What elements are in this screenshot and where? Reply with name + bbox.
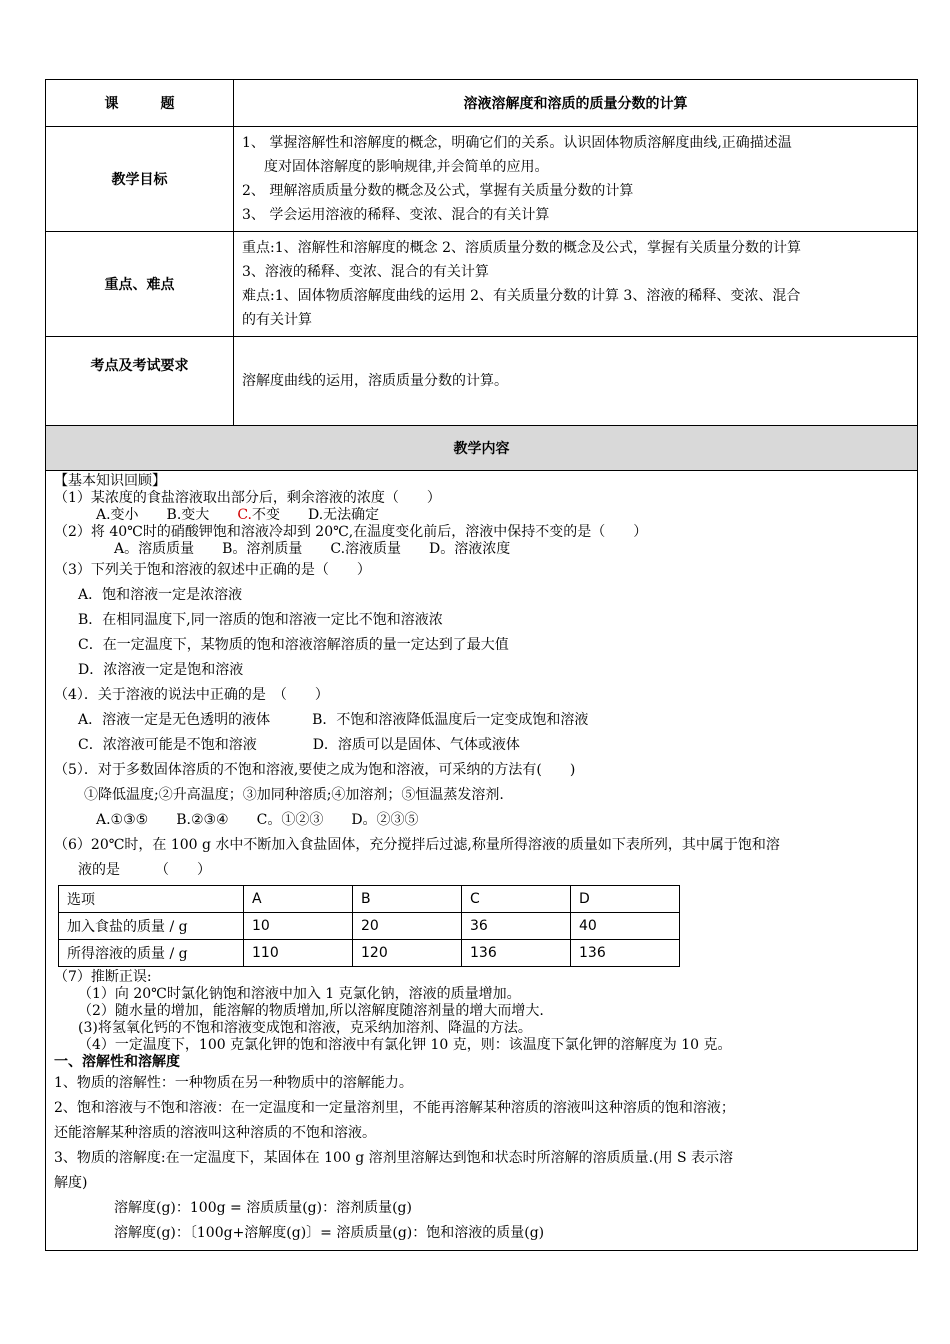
content-header: 教学内容 [46, 426, 918, 471]
keypoint-line: 的有关计算 [242, 312, 312, 328]
table-header-cell: 选项 [59, 886, 244, 913]
table-header-cell: D [571, 886, 680, 913]
question-7-item-1: （1）向 20℃时氯化钠饱和溶液中加入 1 克氯化钠，溶液的质量增加。 [78, 986, 521, 1002]
question-3-option-a: A．饱和溶液一定是浓溶液 [78, 587, 243, 603]
question-2-options: A。溶质质量 B。溶剂质量 C.溶液质量 D。溶液浓度 [114, 541, 511, 557]
objectives-label: 教学目标 [46, 127, 234, 232]
objective-line: 2、 理解溶质质量分数的概念及公式，掌握有关质量分数的计算 [242, 183, 634, 199]
table-cell: 136 [462, 940, 571, 967]
section-1-point-1: 1、物质的溶解性：一种物质在另一种物质中的溶解能力。 [54, 1075, 413, 1091]
section-1-point-2-line-1: 2、饱和溶液与不饱和溶液：在一定温度和一定量溶剂里，不能再溶解某种溶质的溶液叫这种溶质的饱和溶液； [54, 1100, 735, 1116]
table-row [59, 940, 680, 967]
section-1-heading: 一、溶解性和溶解度 [54, 1054, 180, 1070]
question-3-option-d: D．浓溶液一定是饱和溶液 [78, 662, 244, 678]
table-cell: 40 [571, 913, 680, 940]
table-header-cell: A [244, 886, 353, 913]
question-7-item-3: (3)将氢氧化钙的不饱和溶液变成饱和溶液，克采纳加溶剂、降温的方法。 [78, 1020, 532, 1036]
question-5-items: ①降低温度;②升高温度；③加同种溶质;④加溶剂；⑤恒温蒸发溶剂. [84, 787, 504, 803]
section-1-point-2-line-2: 还能溶解某种溶质的溶液叫这种溶质的不饱和溶液。 [54, 1125, 376, 1141]
table-cell: 10 [244, 913, 353, 940]
objective-line: 度对固体溶解度的影响规律,并会简单的应用。 [264, 159, 549, 175]
keypoint-line: 重点:1、溶解性和溶解度的概念 2、溶质质量分数的概念及公式，掌握有关质量分数的计算 [242, 240, 801, 256]
table-cell: 所得溶液的质量 / g [59, 940, 244, 967]
question-5: （5）．对于多数固体溶质的不饱和溶液,要使之成为饱和溶液，可采纳的方法有( ) [54, 762, 576, 778]
question-6-line-2: 液的是 （ ） [78, 862, 211, 878]
question-1-options-cd: 不变 D.无法确定 [251, 507, 380, 523]
objectives-row [46, 127, 918, 232]
table-header-cell: C [462, 886, 571, 913]
question-5-options: A.①③⑤ B.②③④ C。①②③ D。②③⑤ [96, 812, 419, 828]
topic-row [46, 80, 918, 127]
topic-value: 溶液溶解度和溶质的质量分数的计算 [234, 80, 918, 127]
table-cell: 加入食盐的质量 / g [59, 913, 244, 940]
table-cell: 120 [353, 940, 462, 967]
table-cell: 110 [244, 940, 353, 967]
table-cell: 20 [353, 913, 462, 940]
keypoints-cell [234, 232, 918, 337]
exam-label: 考点及考试要求 [46, 337, 234, 426]
solubility-formula-2: 溶解度(g)：〔100g+溶解度(g)〕= 溶质质量(g)：饱和溶液的质量(g) [114, 1225, 545, 1241]
question-4-options-cd: C．浓溶液可能是不饱和溶液 D．溶质可以是固体、气体或液体 [78, 737, 520, 753]
lesson-plan-sheet [45, 79, 918, 1251]
question-7: （7）推断正误: [54, 969, 152, 985]
table-row [59, 913, 680, 940]
question-1-options-ab: A.变小 B.变大 [96, 507, 238, 523]
question-1: （1）某浓度的食盐溶液取出部分后，剩余溶液的浓度（ ） [54, 490, 441, 506]
content-body [46, 471, 918, 1251]
keypoints-row [46, 232, 918, 337]
table-cell: 136 [571, 940, 680, 967]
question-1-option-c-mark: C. [237, 507, 252, 523]
exam-row [46, 337, 918, 426]
table-header-cell: B [353, 886, 462, 913]
salt-mass-table [58, 885, 680, 967]
question-4-options-ab: A．溶液一定是无色透明的液体 B．不饱和溶液降低温度后一定变成饱和溶液 [78, 712, 589, 728]
question-7-item-2: （2）随水量的增加，能溶解的物质增加,所以溶解度随溶剂量的增大而增大. [78, 1003, 544, 1019]
question-2: （2）将 40℃时的硝酸钾饱和溶液冷却到 20℃,在温度变化前后，溶液中保持不变的是（ ） [54, 524, 648, 540]
question-6-line-1: （6）20℃时，在 100 g 水中不断加入食盐固体，充分搅拌后过滤,称量所得溶液的质量如下表所列，其中属于饱和溶 [54, 837, 780, 853]
question-3-option-c: C．在一定温度下，某物质的饱和溶液溶解溶质的量一定达到了最大值 [78, 637, 509, 653]
objectives-cell [234, 127, 918, 232]
keypoints-label: 重点、难点 [46, 232, 234, 337]
section-1-point-3-line-1: 3、物质的溶解度:在一定温度下，某固体在 100 g 溶剂里溶解达到饱和状态时所溶解的溶质质量.(用 S 表示溶 [54, 1150, 734, 1166]
question-4: （4）．关于溶液的说法中正确的是 （ ） [54, 687, 329, 703]
exam-value: 溶解度曲线的运用，溶质质量分数的计算。 [234, 337, 918, 426]
objective-line: 3、 学会运用溶液的稀释、变浓、混合的有关计算 [242, 207, 550, 223]
keypoint-line: 3、溶液的稀释、变浓、混合的有关计算 [242, 264, 489, 280]
topic-label: 课 题 [46, 80, 234, 127]
content-header-row [46, 426, 918, 471]
keypoint-line: 难点:1、固体物质溶解度曲线的运用 2、有关质量分数的计算 3、溶液的稀释、变浓、混合 [242, 288, 801, 304]
table-header-row [59, 886, 680, 913]
objective-line: 1、 掌握溶解性和溶解度的概念，明确它们的关系。认识固体物质溶解度曲线,正确描述温 [242, 135, 792, 151]
content-row [46, 471, 918, 1251]
question-7-item-4: （4）一定温度下，100 克氯化钾的饱和溶液中有氯化钾 10 克，则：该温度下氯化钾的溶解度为 10 克。 [78, 1037, 732, 1053]
question-3-option-b: B．在相同温度下,同一溶质的饱和溶液一定比不饱和溶液浓 [78, 612, 443, 628]
lesson-plan-table [45, 79, 918, 1251]
table-cell: 36 [462, 913, 571, 940]
question-1-options [54, 507, 909, 524]
review-heading: 【基本知识回顾】 [54, 473, 166, 489]
question-3: （3）下列关于饱和溶液的叙述中正确的是（ ） [54, 562, 371, 578]
section-1-point-3-line-2: 解度) [54, 1175, 88, 1191]
solubility-formula-1: 溶解度(g)：100g = 溶质质量(g)：溶剂质量(g) [114, 1200, 412, 1216]
